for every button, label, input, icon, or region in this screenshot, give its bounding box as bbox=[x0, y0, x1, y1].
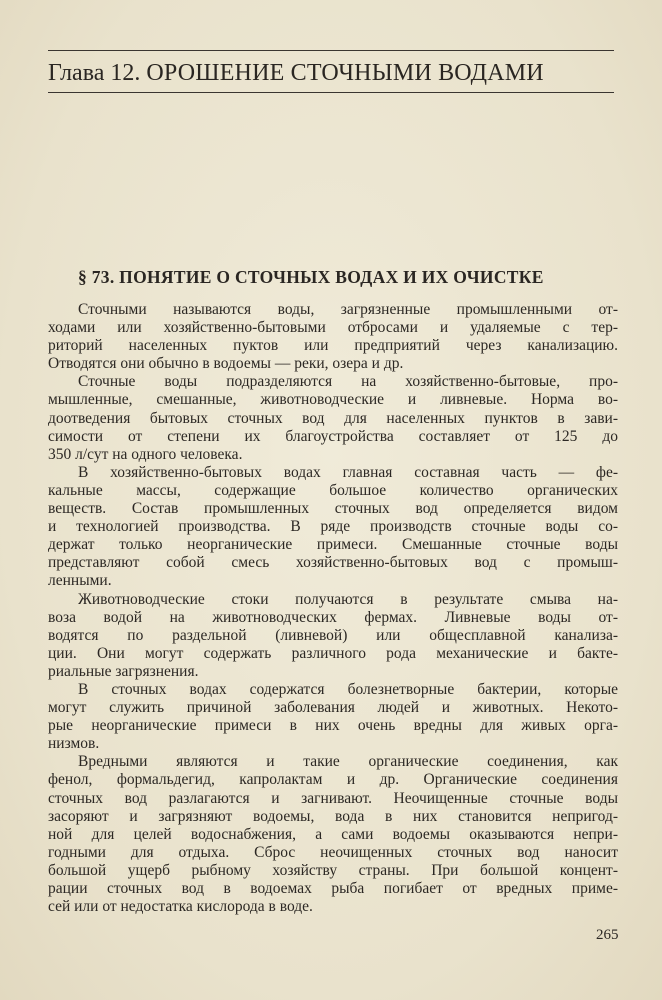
text-line: мышленные, смешанные, животноводческие и ливневые. Норма во- bbox=[48, 391, 618, 409]
header-rule-top bbox=[48, 50, 614, 51]
chapter-title: ОРОШЕНИЕ СТОЧНЫМИ ВОДАМИ bbox=[146, 60, 544, 86]
text-line: рые неорганические примеси в них очень вредны для живых орга- bbox=[48, 717, 618, 735]
text-line: ции. Они могут содержать различного рода механические и бакте- bbox=[48, 644, 618, 662]
header-rule-bottom bbox=[48, 92, 614, 93]
text-line: доотведения бытовых сточных вод для населенных пунктов в зави- bbox=[48, 409, 618, 427]
text-line: представляют собой смесь хозяйственно-бытовых вод с промыш- bbox=[48, 554, 618, 572]
text-line: риторий населенных пуктов или предприятий через канализацию. bbox=[48, 337, 618, 355]
text-line: годными для отдыха. Сброс неочищенных сточных вод наносит bbox=[48, 843, 618, 861]
paragraph bbox=[48, 464, 618, 591]
text-line: веществ. Состав промышленных сточных вод определяется видом bbox=[48, 500, 618, 518]
page-number: 265 bbox=[596, 927, 619, 943]
text-line: водятся по раздельной (ливневой) или общесплавной канализа- bbox=[48, 626, 618, 644]
text-line: Вредными являются и такие органические соединения, как bbox=[78, 753, 618, 771]
paragraph bbox=[48, 373, 618, 463]
paragraph bbox=[48, 301, 618, 373]
text-line: 350 л/сут на одного человека. bbox=[48, 445, 243, 463]
paragraph bbox=[48, 681, 618, 753]
text-line: Сточными называются воды, загрязненные промышленными от- bbox=[78, 301, 618, 318]
text-line: риальные загрязнения. bbox=[48, 662, 199, 680]
text-line: Сточные воды подразделяются на хозяйственно-бытовые, про- bbox=[78, 373, 618, 391]
text-line: Отводятся они обычно в водоемы — реки, озера и др. bbox=[48, 355, 404, 373]
text-line: В хозяйственно-бытовых водах главная составная часть — фе- bbox=[78, 463, 618, 481]
text-line: держат только неорганические примеси. Смешанные сточные воды bbox=[48, 536, 618, 554]
text-line: фенол, формальдегид, капролактам и др. Органические соединения bbox=[48, 771, 618, 789]
paragraph bbox=[48, 591, 618, 681]
text-line: большой ущерб рыбному хозяйству страны. При большой концент- bbox=[48, 861, 618, 879]
text-line: ной для целей водоснабжения, а сами водоемы оказываются непри- bbox=[48, 825, 618, 843]
text-line: Животноводческие стоки получаются в результате смыва на- bbox=[78, 590, 618, 608]
text-line: ленными. bbox=[48, 572, 112, 590]
chapter-label: Глава 12. bbox=[48, 60, 141, 86]
section-heading: § 73. ПОНЯТИЕ О СТОЧНЫХ ВОДАХ И ИХ ОЧИСТКЕ bbox=[78, 267, 544, 287]
text-line: могут служить причиной заболевания людей и животных. Некото- bbox=[48, 699, 618, 717]
chapter-heading bbox=[48, 57, 618, 89]
text-line: сей или от недостатка кислорода в воде. bbox=[48, 898, 313, 916]
body-text bbox=[48, 301, 618, 916]
text-line: воза водой на животноводческих фермах. Ливневые воды от- bbox=[48, 608, 618, 626]
text-line: низмов. bbox=[48, 735, 100, 753]
text-line: ходами или хозяйственно-бытовыми отбросами и удаляемые с тер- bbox=[48, 319, 618, 337]
text-line: симости от степени их благоустройства составляет от 125 до bbox=[48, 427, 618, 445]
text-line: засоряют и загрязняют водоемы, вода в них становится непригод- bbox=[48, 807, 618, 825]
text-line: сточных вод разлагаются и загнивают. Неочищенные сточные воды bbox=[48, 789, 618, 807]
paragraph bbox=[48, 753, 618, 916]
text-line: рации сточных вод в водоемах рыба погибает от вредных приме- bbox=[48, 880, 618, 897]
text-line: и технологией производства. В ряде производств сточные воды со- bbox=[48, 518, 618, 536]
text-line: кальные массы, содержащие большое количество органических bbox=[48, 481, 618, 499]
text-line: В сточных водах содержатся болезнетворные бактерии, которые bbox=[78, 680, 618, 698]
